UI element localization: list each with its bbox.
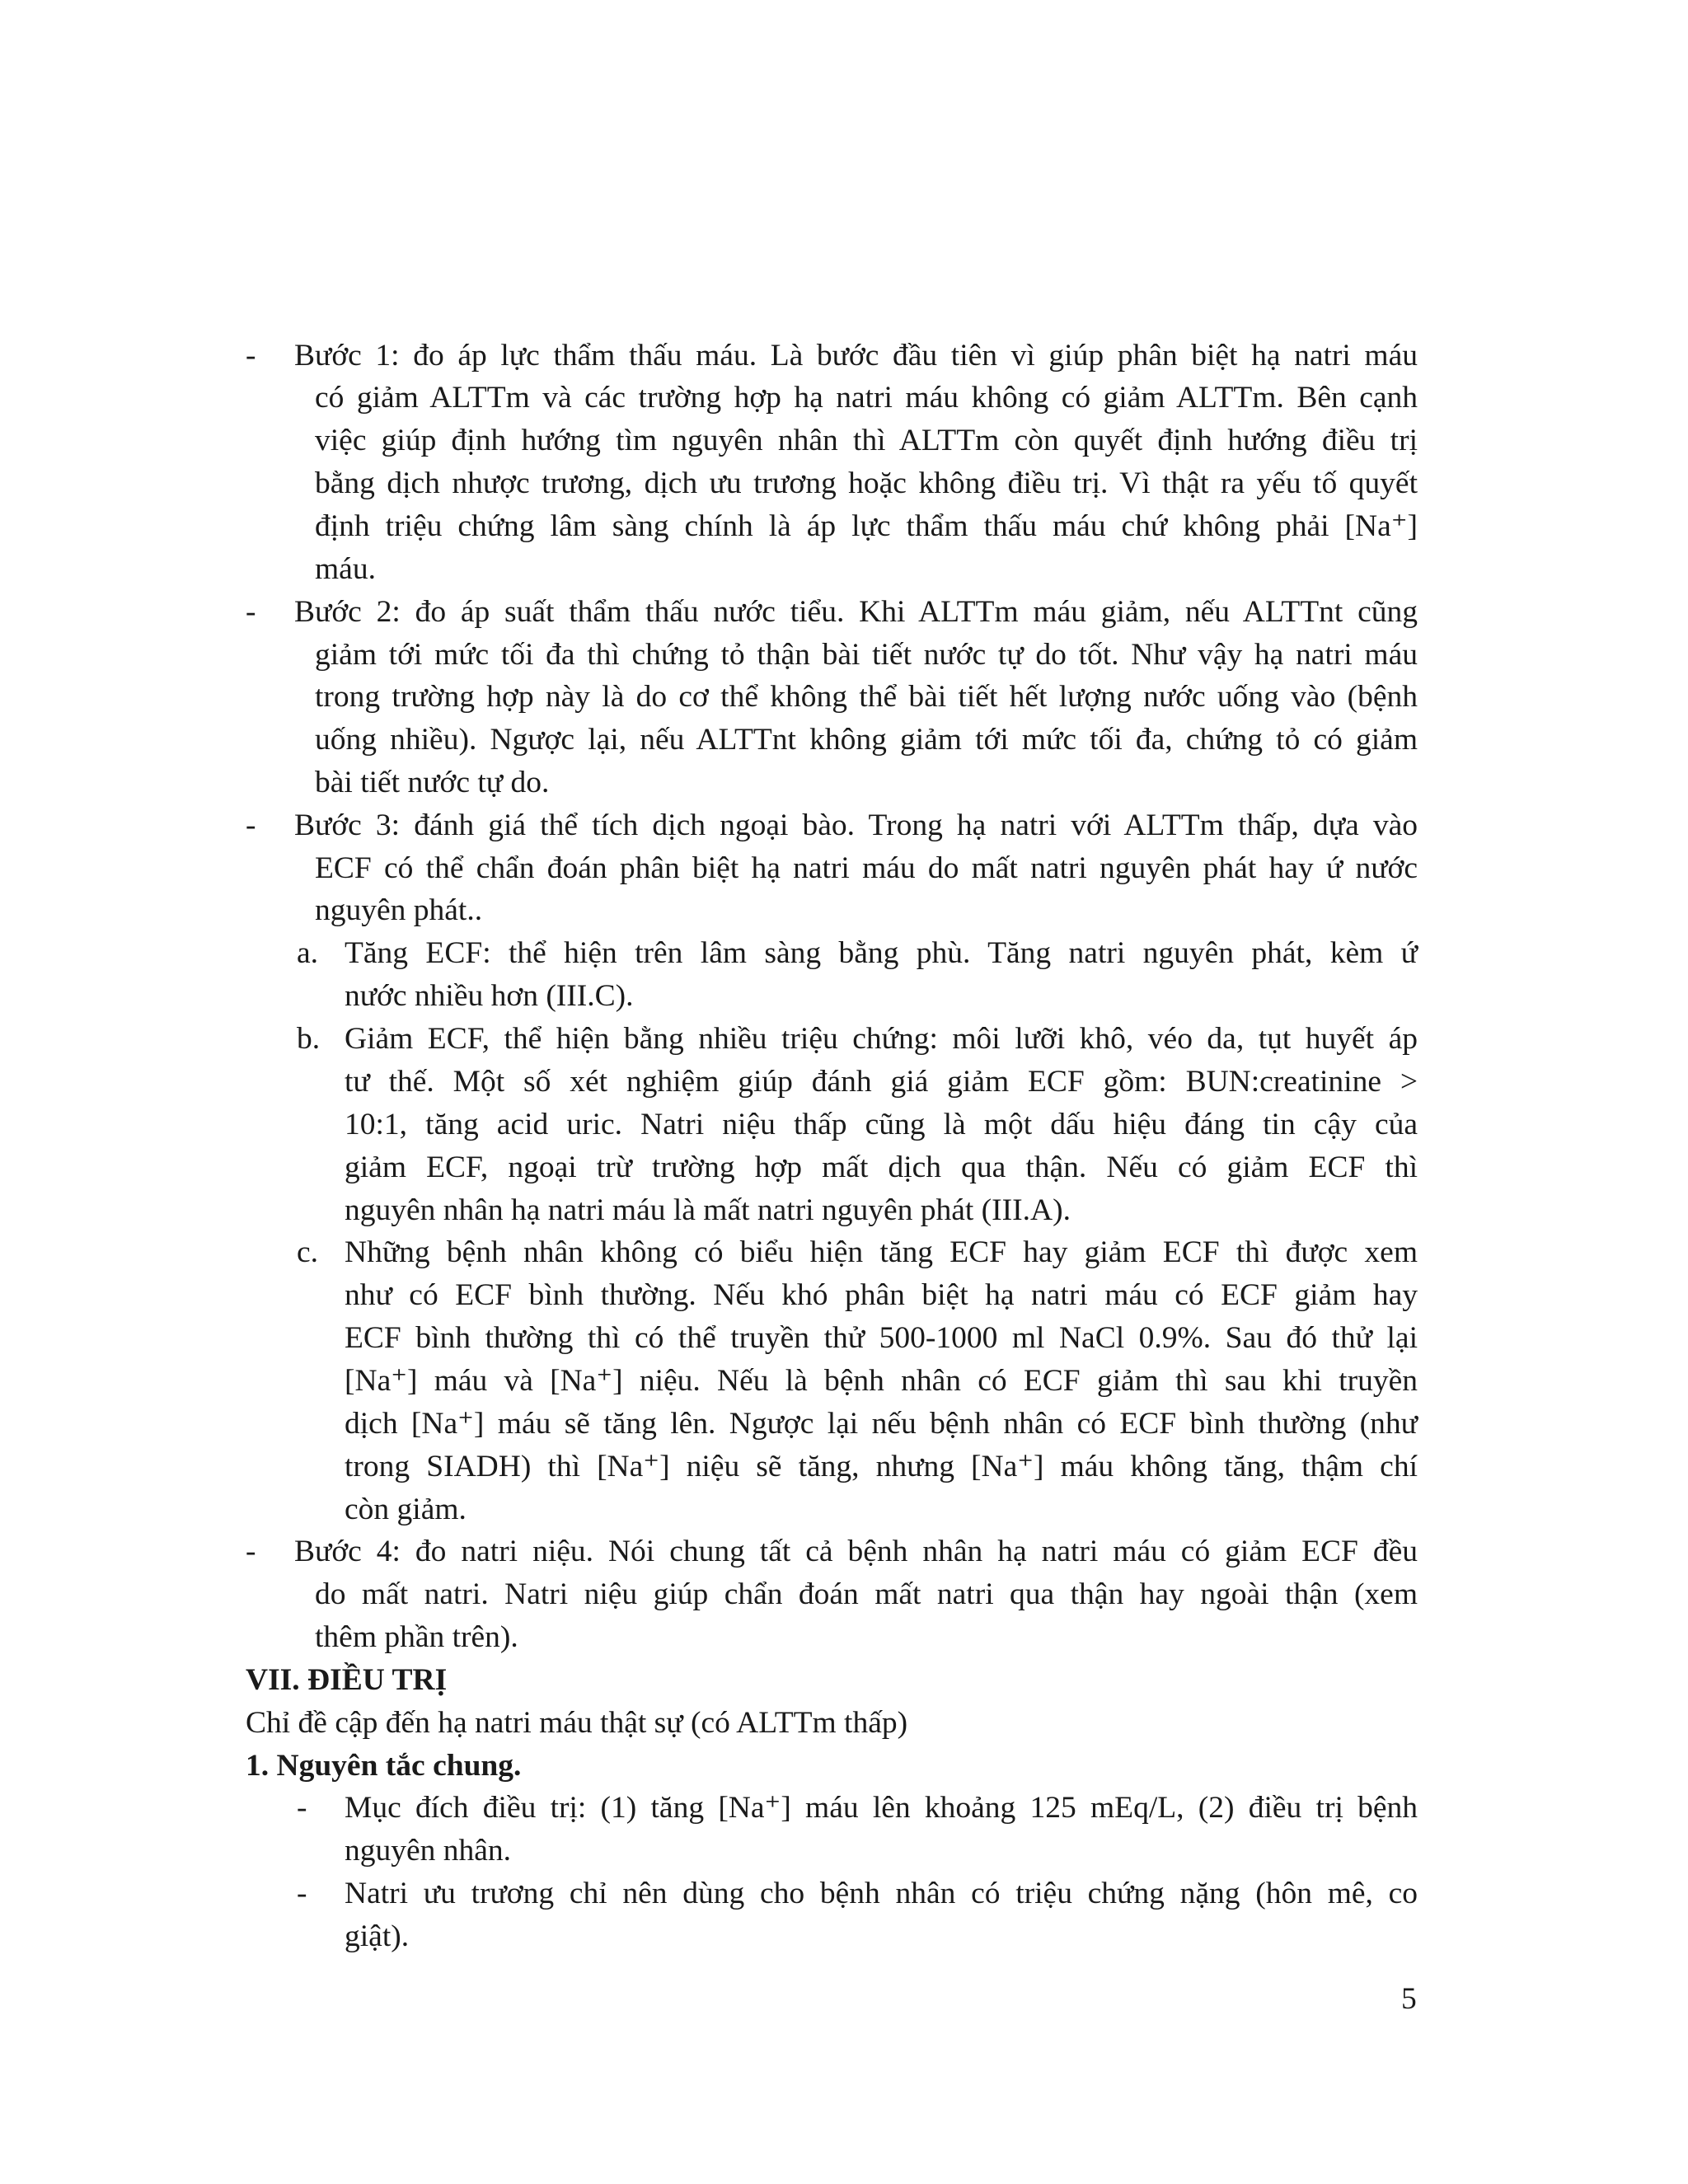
bullet-dash: - (297, 1877, 307, 1910)
bullet-dash: - (246, 808, 256, 842)
step-2-line: giảm tới mức tối đa thì chứng tỏ thận bài tiết nước tự do tốt. Như vậy hạ natri máu (315, 638, 1418, 672)
sub-item-line: trong SIADH) thì [Na⁺] niệu sẽ tăng, nhưng [Na⁺] máu không tăng, thậm chí (345, 1450, 1418, 1483)
step-3-line: Bước 3: đánh giá thể tích dịch ngoại bào. Trong hạ natri với ALTTm thấp, dựa vào (294, 808, 1418, 842)
sub-item-line: Giảm ECF, thể hiện bằng nhiều triệu chứng: môi lưỡi khô, véo da, tụt huyết áp (345, 1022, 1418, 1056)
bullet-dash: - (246, 595, 256, 629)
sub-item-line: [Na⁺] máu và [Na⁺] niệu. Nếu là bệnh nhân có ECF giảm thì sau khi truyền (345, 1364, 1418, 1398)
step-4-line: do mất natri. Natri niệu giúp chẩn đoán mất natri qua thận hay ngoài thận (xem (315, 1577, 1418, 1611)
sub-item-line: Những bệnh nhân không có biểu hiện tăng ECF hay giảm ECF thì được xem (345, 1235, 1418, 1269)
sub-item-line: 10:1, tăng acid uric. Natri niệu thấp cũng là một dấu hiệu đáng tin cậy của (345, 1108, 1418, 1141)
sub-item-marker: a. (297, 936, 319, 970)
sub-item-line: nguyên nhân hạ natri máu là mất natri nguyên phát (III.A). (345, 1193, 1071, 1227)
principle-line: Mục đích điều trị: (1) tăng [Na⁺] máu lên khoảng 125 mEq/L, (2) điều trị bệnh (345, 1791, 1418, 1825)
bullet-dash: - (246, 339, 256, 373)
sub-item-line: như có ECF bình thường. Nếu khó phân biệt hạ natri máu có ECF giảm hay (345, 1278, 1418, 1312)
step-2-line: Bước 2: đo áp suất thẩm thấu nước tiểu. Khi ALTTm máu giảm, nếu ALTTnt cũng (294, 595, 1418, 629)
step-1-line: bằng dịch nhược trương, dịch ưu trương hoặc không điều trị. Vì thật ra yếu tố quyết (315, 466, 1418, 500)
principle-line: nguyên nhân. (345, 1834, 512, 1868)
sub-item-line: tư thế. Một số xét nghiệm giúp đánh giá giảm ECF gồm: BUN:creatinine > (345, 1065, 1418, 1099)
step-1-line: định triệu chứng lâm sàng chính là áp lực thẩm thấu máu chứ không phải [Na⁺] (315, 509, 1418, 543)
step-4-line: Bước 4: đo natri niệu. Nói chung tất cả bệnh nhân hạ natri máu có giảm ECF đều (294, 1535, 1418, 1568)
page-number: 5 (1401, 1982, 1417, 2016)
step-1-line: Bước 1: đo áp lực thẩm thấu máu. Là bước đầu tiên vì giúp phân biệt hạ natri máu (294, 339, 1418, 373)
section-heading: VII. ĐIỀU TRỊ (246, 1663, 448, 1697)
step-3-line: ECF có thể chẩn đoán phân biệt hạ natri máu do mất natri nguyên phát hay ứ nước (315, 851, 1418, 885)
sub-item-line: ECF bình thường thì có thể truyền thử 500-1000 ml NaCl 0.9%. Sau đó thử lại (345, 1321, 1418, 1355)
sub-item-marker: b. (297, 1022, 321, 1056)
bullet-dash: - (297, 1791, 307, 1825)
principle-line: Natri ưu trương chỉ nên dùng cho bệnh nhân có triệu chứng nặng (hôn mê, co (345, 1877, 1418, 1910)
sub-item-line: dịch [Na⁺] máu sẽ tăng lên. Ngược lại nếu bệnh nhân có ECF bình thường (như (345, 1407, 1418, 1441)
step-1-line: việc giúp định hướng tìm nguyên nhân thì ALTTm còn quyết định hướng điều trị (315, 424, 1418, 457)
step-2-line: trong trường hợp này là do cơ thể không thể bài tiết hết lượng nước uống vào (bệnh (315, 680, 1418, 714)
step-3-line: nguyên phát.. (315, 893, 483, 927)
bullet-dash: - (246, 1535, 256, 1568)
step-2-line: uống nhiều). Ngược lại, nếu ALTTnt không giảm tới mức tối đa, chứng tỏ có giảm (315, 723, 1418, 757)
sub-item-line: Tăng ECF: thể hiện trên lâm sàng bằng phù. Tăng natri nguyên phát, kèm ứ (345, 936, 1418, 970)
step-4-line: thêm phần trên). (315, 1620, 518, 1654)
step-2-line: bài tiết nước tự do. (315, 766, 550, 799)
sub-item-marker: c. (297, 1235, 319, 1269)
step-1-line: máu. (315, 552, 376, 586)
sub-item-line: còn giảm. (345, 1493, 467, 1526)
section-intro: Chỉ đề cập đến hạ natri máu thật sự (có ALTTm thấp) (246, 1706, 908, 1740)
subsection-heading: 1. Nguyên tắc chung. (246, 1749, 522, 1783)
sub-item-line: giảm ECF, ngoại trừ trường hợp mất dịch qua thận. Nếu có giảm ECF thì (345, 1151, 1418, 1184)
step-1-line: có giảm ALTTm và các trường hợp hạ natri máu không có giảm ALTTm. Bên cạnh (315, 381, 1418, 415)
sub-item-line: nước nhiều hơn (III.C). (345, 979, 634, 1013)
principle-line: giật). (345, 1919, 410, 1953)
